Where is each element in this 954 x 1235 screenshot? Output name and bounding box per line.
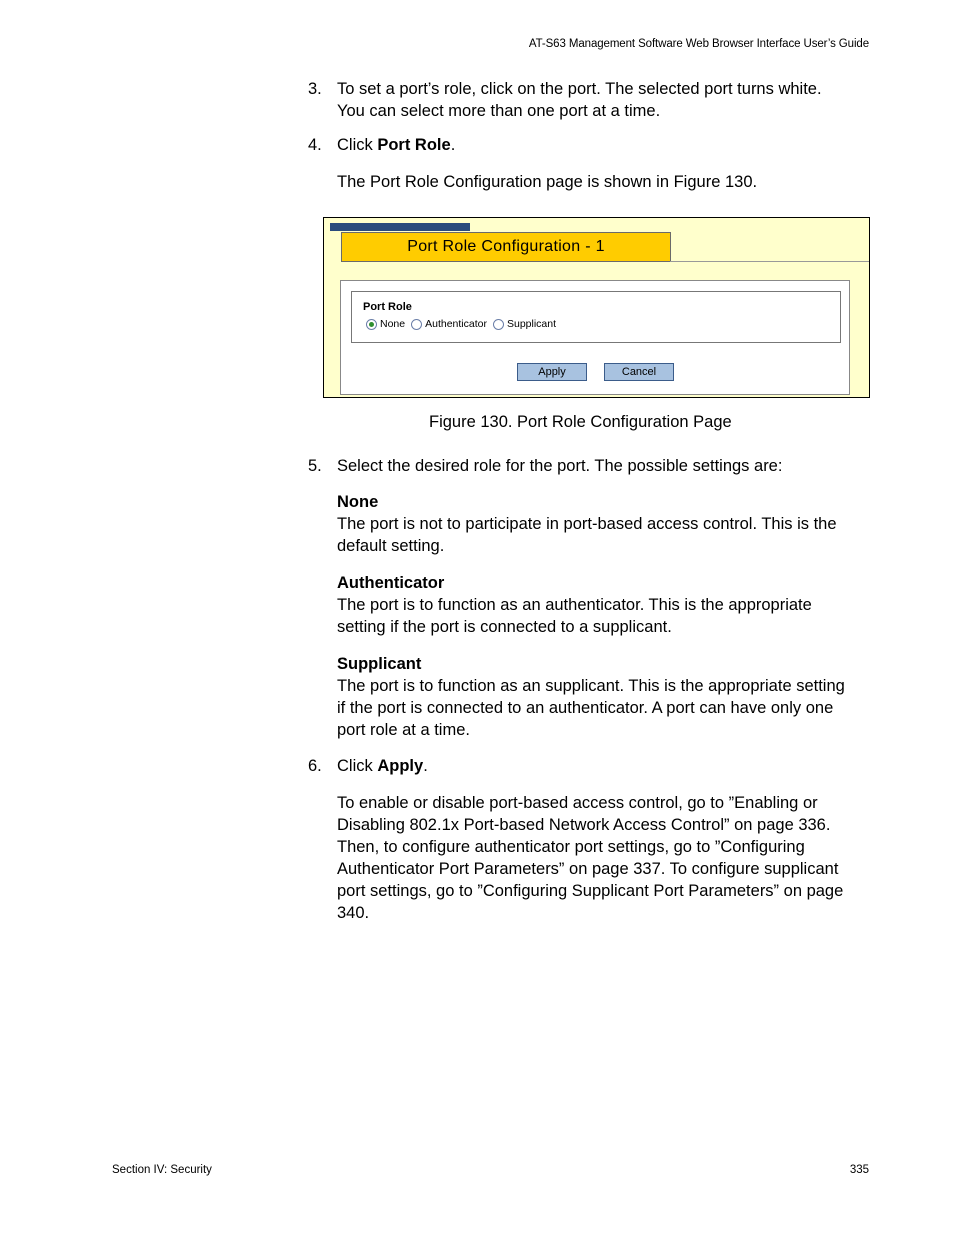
step-bold: Apply (377, 757, 424, 775)
step-prefix: Click (337, 136, 378, 154)
setting-desc-supplicant: The port is to function as an supplicant. This is the appropriate setting if the port is connected to an authenticator. A port can have only one port role at a time. (337, 677, 845, 739)
closing-paragraph: To enable or disable port-based access control, go to ”Enabling or Disabling 802.1x Port-based Network Access Control” on page 336. Then, to configure authenticator port settings, go to ”Configuring Authenticator Port Parameters” on page 337. To configure supplicant port settings, go to ”Configuring Supplicant Port Parameters” on page 340. (337, 794, 844, 922)
step-bold: Port Role (377, 136, 451, 154)
cancel-button[interactable]: Cancel (604, 363, 674, 381)
figure-caption: Figure 130. Port Role Configuration Page (429, 413, 732, 431)
radio-row (366, 318, 562, 330)
step-text: To set a port’s role, click on the port. The selected port turns white. You can select more than one port at a time. (337, 80, 822, 120)
setting-term-supplicant: Supplicant (337, 655, 422, 673)
step-number: 5. (308, 457, 322, 475)
step-text (337, 135, 852, 157)
setting-term-authenticator: Authenticator (337, 574, 445, 592)
step-number: 3. (308, 80, 322, 98)
radio-none[interactable] (366, 319, 377, 330)
page-number: 335 (849, 1164, 869, 1176)
setting-desc-authenticator: The port is to function as an authenticator. This is the appropriate setting if the port is connected to a supplicant. (337, 596, 812, 636)
page-header: AT-S63 Management Software Web Browser Interface User’s Guide (528, 38, 869, 50)
step-number: 4. (308, 136, 322, 154)
radio-supplicant[interactable] (493, 319, 504, 330)
port-role-screenshot (323, 217, 870, 398)
footer-section: Section IV: Security (112, 1164, 212, 1176)
setting-desc-none: The port is not to participate in port-based access control. This is the default setting. (337, 515, 837, 555)
step-suffix: . (450, 136, 456, 154)
config-panel (340, 280, 850, 395)
port-role-group (351, 291, 841, 343)
step-text (337, 756, 852, 778)
setting-term-none: None (337, 493, 379, 511)
step-prefix: Click (337, 757, 378, 775)
apply-button[interactable]: Apply (517, 363, 587, 381)
radio-label-supplicant: Supplicant (506, 318, 557, 330)
step-number: 6. (308, 757, 322, 775)
radio-label-none: None (380, 318, 406, 330)
step-text: Select the desired role for the port. The possible settings are: (337, 457, 783, 475)
figure-reference: The Port Role Configuration page is shown in Figure 130. (337, 173, 758, 191)
title-divider (670, 261, 869, 262)
step-suffix: . (423, 757, 428, 775)
tab-strip (330, 223, 470, 231)
radio-authenticator[interactable] (411, 319, 422, 330)
group-label: Port Role (363, 301, 412, 313)
window-title: Port Role Configuration - 1 (341, 232, 671, 262)
radio-label-authenticator: Authenticator (425, 318, 487, 330)
